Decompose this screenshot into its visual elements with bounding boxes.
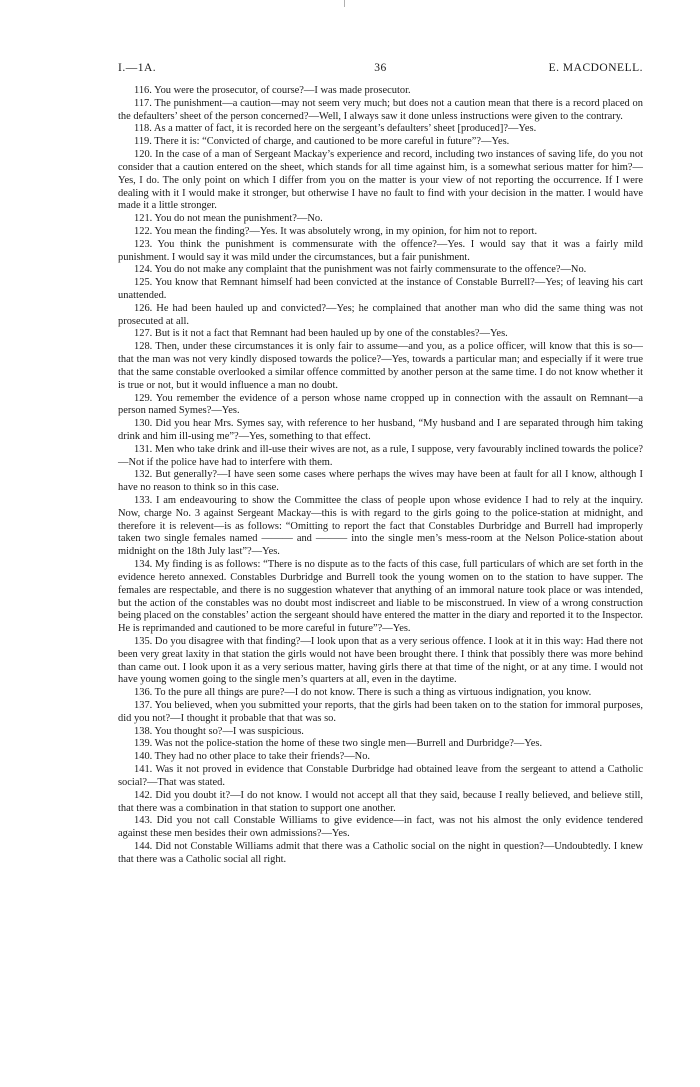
header-reference: I.—1A. <box>118 62 157 74</box>
question-142: 142. Did you doubt it?—I do not know. I would not accept all that they said, because I really believed, and believe still, that there was a combination in that station to support one another. <box>118 789 643 814</box>
question-121: 121. You do not mean the punishment?—No. <box>134 213 323 225</box>
question-131: 131. Men who take drink and ill-use their wives are not, as a rule, I suppose, very favourably inclined towards the police?—Not if the police have had to interfere with them. <box>118 443 643 468</box>
question-134: 134. My finding is as follows: “There is no dispute as to the facts of this case, full particulars of which are set forth in the evidence hereto annexed. Constables Durbridge and Burrell took the young women on to the station to have supper. The females are respectable, and there is no suggestion whatever that anything of an immoral nature took place or was intended, but the action of the constables was no doubt most indiscreet and liable to be misconstrued. In view of a wrong construction being placed on the constables’ action the sergeant should have entered the matter in the diary and reported it to the Inspector. He is reprimanded and cautioned to be more careful in future”?—Yes. <box>118 559 643 635</box>
question-125: 125. You know that Remnant himself had been convicted at the instance of Constable Burrell?—Yes; of leaving his cart unattended. <box>118 277 643 301</box>
question-127: 127. But is it not a fact that Remnant had been hauled up by one of the constables?—Yes. <box>134 328 508 340</box>
question-116: 116. You were the prosecutor, of course?—I was made prosecutor. <box>134 85 411 96</box>
question-140: 140. They had no other place to take their friends?—No. <box>134 751 371 763</box>
question-135: 135. Do you disagree with that finding?—I look upon that as a very serious offence. I look at it in this way: Had there not been very great laxity in that station the girls would not have been brought there. I think that possibly there was more behind than came out. I look upon it as a very serious matter, having girls there at that time of the night, or at any time. I would not have young women going to the single men’s quarters at all, even in the daytime. <box>118 635 643 686</box>
question-128: 128. Then, under these circumstances it is only fair to assume—and you, as a police officer, will know that this is so—that the man was not very kindly disposed towards the police?—Yes, towards a particular man; and especially if it were true that the same constable overlooked a similar offence committed by another person at the same time. I do not know whether it is true or not, but it would influence a man no doubt. <box>118 341 643 391</box>
question-138: 138. You thought so?—I was suspicious. <box>134 725 304 737</box>
question-126: 126. He had been hauled up and convicted?—Yes; he complained that another man who did the same thing was not prosecuted at all. <box>118 302 643 327</box>
page-number: 36 <box>374 62 387 74</box>
question-137: 137. You believed, when you submitted your reports, that the girls had been taken on to the station for immoral purposes, did you not?—I thought it probable that that was so. <box>118 700 643 724</box>
question-129: 129. You remember the evidence of a person whose name cropped up in connection with the assault on Remnant—a person named Symes?—Yes. <box>118 392 643 417</box>
question-124: 124. You do not make any complaint that the punishment was not fairly commensurate to the offence?—No. <box>134 264 587 276</box>
question-133: 133. I am endeavouring to show the Committee the class of people upon whose evidence I had to rely at the inquiry. Now, charge No. 3 against Sergeant Mackay—this is with regard to the girls going to the police-station at midnight, and therefore it is relevent—is as follows: “Omitting to report the fact that Constables Durbridge and Burrell had improperly taken two single females named ——— and ——— into the single men’s mess-room at the Nelson Police-station about midnight on the 18th July last”?—Yes. <box>118 495 643 558</box>
question-143: 143. Did you not call Constable Williams to give evidence—in fact, was not his almost the only evidence tendered against these men besides their own admissions?—Yes. <box>118 815 643 840</box>
question-136: 136. To the pure all things are pure?—I do not know. There is such a thing as virtuous indignation, you know. <box>134 687 592 699</box>
question-123: 123. You think the punishment is commensurate with the offence?—Yes. I would say that it was a fairly mild punishment. I would say it was mild under the circumstances, but a fair punishment. <box>118 238 643 263</box>
question-120: 120. In the case of a man of Sergeant Mackay’s experience and record, including two instances of saving life, do you not consider that a caution entered on the sheet, which stands for all time against him, is a somewhat serious matter for him?—Yes, I do. The only point on which I differ from you on the matter is your view of not reporting the occurrence. If I were dealing with it I would make it stronger, but otherwise I have no fault to find with your decision in the matter. I would have made it a little stronger. <box>118 149 643 212</box>
question-117: 117. The punishment—a caution—may not seem very much; but does not a caution mean that there is a record placed on the defaulters’ sheet of the person concerned?—Well, I always saw it done unless instructions were given to the contrary. <box>118 97 643 122</box>
page-header <box>118 62 643 78</box>
question-130: 130. Did you hear Mrs. Symes say, with reference to her husband, “My husband and I are separated through him taking drink and him ill-using me”?—Yes, something to that effect. <box>118 418 643 442</box>
scan-mark <box>344 0 345 7</box>
question-118: 118. As a matter of fact, it is recorded here on the sergeant’s defaulters’ sheet [produced]?—Yes. <box>134 123 537 135</box>
header-witness-name: E. MACDONELL. <box>548 62 643 74</box>
question-119: 119. There it is: “Convicted of charge, and cautioned to be more careful in future”?—Yes. <box>134 136 510 148</box>
question-139: 139. Was not the police-station the home of these two single men—Burrell and Durbridge?—Yes. <box>134 738 543 750</box>
question-132: 132. But generally?—I have seen some cases where perhaps the wives may have been at fault for all I know, although I have no reason to think so in this case. <box>118 469 643 494</box>
question-122: 122. You mean the finding?—Yes. It was absolutely wrong, in my opinion, for him not to report. <box>134 225 538 237</box>
document-body <box>118 85 643 867</box>
question-141: 141. Was it not proved in evidence that Constable Durbridge had obtained leave from the sergeant to attend a Catholic social?—That was stated. <box>118 764 643 788</box>
question-144: 144. Did not Constable Williams admit that there was a Catholic social on the night in question?—Undoubtedly. I knew that there was a Catholic social all right. <box>118 840 643 865</box>
